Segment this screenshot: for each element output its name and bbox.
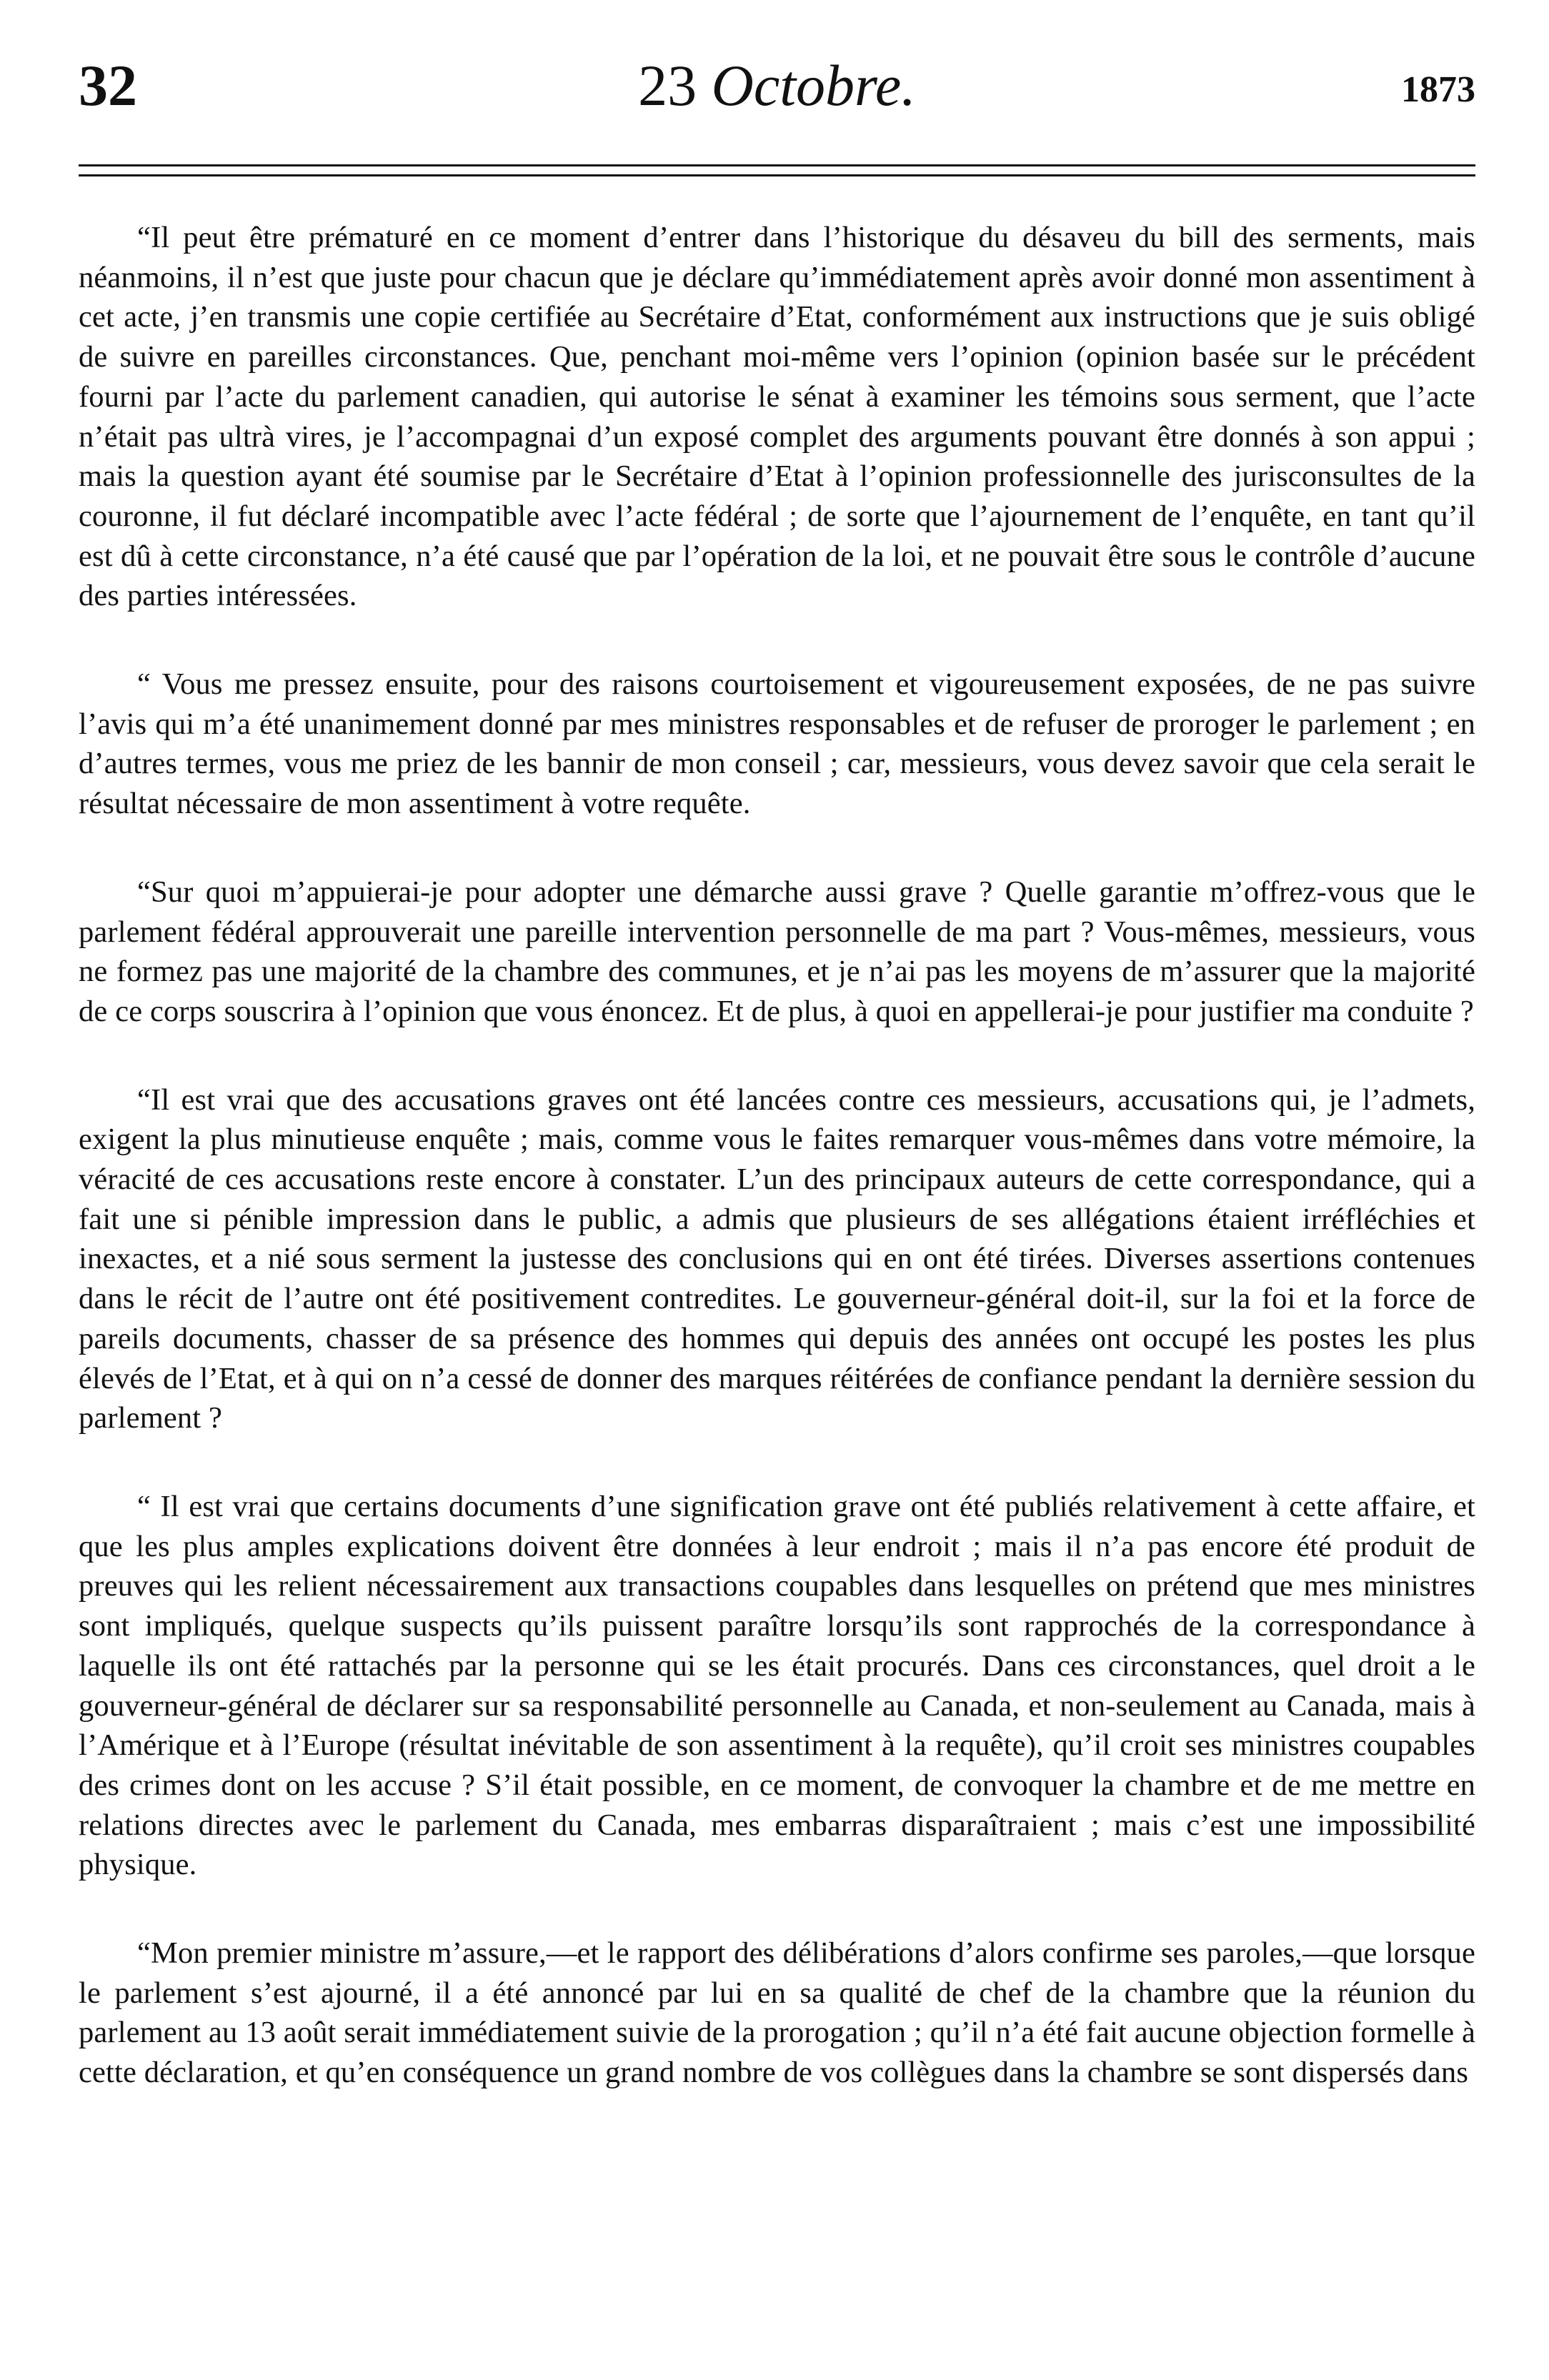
page-number: 32 — [79, 53, 137, 118]
running-title — [79, 50, 1475, 121]
paragraph-2: “ Vous me pressez ensuite, pour des raisons courtoisement et vigoureusement exposées, de ne pas suivre l’avis qui m’a été unanimement donné par mes ministres responsables et de refuser de proroger le parlement ; en d’autres termes, vous me priez de les bannir de mon conseil ; car, messieurs, vous devez savoir que cela serait le résultat nécessaire de mon assentiment à votre requête. — [79, 667, 1475, 821]
paragraph-6: “Mon premier ministre m’assure,—et le rapport des délibérations d’alors confirme ses paroles,—que lorsque le parlement s’est ajourné, il a été annoncé par lui en sa qualité de chef de la chambre que la réunion du parlement au 13 août serait immédiatement suivie de la prorogation ; qu’il n’a été fait aucune objection formelle à cette déclaration, et qu’en conséquence un grand nombre de vos collègues dans la chambre se sont dispersés dans — [79, 1936, 1476, 2090]
year: 1873 — [1401, 69, 1475, 110]
paragraph-4: “Il est vrai que des accusations graves ont été lancées contre ces messieurs, accusations qui, je l’admets, exigent la plus minutieuse enquête ; mais, comme vous le faites remarquer vous-mêmes dans votre mémoire, la véracité de ces accusations reste encore à constater. L’un des principaux auteurs de cette correspondance, qui a fait une si pénible impression dans le public, a admis que plusieurs de ses allégations étaient irréfléchies et inexactes, et a nié sous serment la justesse des conclusions qui en ont été tirées. Diverses assertions contenues dans le récit de l’autre ont été positivement contredites. Le gouverneur-général doit-il, sur la foi et la force de pareils documents, chasser de sa présence des hommes qui depuis des années ont occupé les postes les plus élevés de l’Etat, et à qui on n’a cessé de donner des marques réitérées de confiance pendant la dernière session du parlement ? — [79, 1082, 1475, 1435]
paragraph-3: “Sur quoi m’appuierai-je pour adopter une démarche aussi grave ? Quelle garantie m’offrez-vous que le parlement fédéral approuverait une pareille intervention personnelle de ma part ? Vous-mêmes, messieurs, vous ne formez pas une majorité de la chambre des communes, et je n’ai pas les moyens de m’assurer que la majorité de ce corps souscrira à l’opinion que vous énoncez. Et de plus, à quoi en appellerai-je pour justifier ma conduite ? — [79, 875, 1475, 1028]
running-title-day: 23 — [638, 53, 697, 118]
header-rule-top — [79, 164, 1475, 166]
body-text — [79, 218, 1475, 2093]
paragraph-1: “Il peut être prématuré en ce moment d’entrer dans l’historique du désaveu du bill des serments, mais néanmoins, il n’est que juste pour chacun que je déclare qu’immédiatement après avoir donné mon assentiment à cet acte, j’en transmis une copie certifiée au Secrétaire d’Etat, conformément aux instructions que je suis obligé de suivre en pareilles circonstances. Que, penchant moi-même vers l’opinion (opinion basée sur le précédent fourni par l’acte du parlement canadien, qui autorise le sénat à examiner les témoins sous serment, que l’acte n’était pas ultrà vires, je l’accompagnai d’un exposé complet des arguments pouvant être donnés à son appui ; mais la question ayant été soumise par le Secrétaire d’Etat à l’opinion professionnelle des jurisconsultes de la couronne, il fut déclaré incompatible avec l’acte fédéral ; de sorte que l’ajournement de l’enquête, en tant qu’il est dû à cette circonstance, n’a été causé que par l’opération de la loi, et ne pouvait être sous le contrôle d’aucune des parties intéressées. — [79, 221, 1475, 613]
running-title-month: Octobre. — [711, 53, 916, 118]
page-header — [79, 50, 1475, 121]
paragraph-5: “ Il est vrai que certains documents d’une signification grave ont été publiés relativement à cette affaire, et que les plus amples explications doivent être données à leur endroit ; mais il n’a pas encore été produit de preuves qui les relient nécessairement aux transactions coupables dans lesquelles on prétend que mes ministres sont impliqués, quelque suspects qu’ils puissent paraître lorsqu’ils sont rapprochés de la correspondance à laquelle ils ont été rattachés par la personne qui se les était procurés. Dans ces circonstances, quel droit a le gouverneur-général de déclarer sur sa responsabilité personnelle au Canada, et non-seulement au Canada, mais à l’Amérique et à l’Europe (résultat inévitable de son assentiment à la requête), qu’il croit ses ministres coupables des crimes dont on les accuse ? S’il était possible, en ce moment, de convoquer la chambre et de me mettre en relations directes avec le parlement du Canada, mes embarras disparaîtraient ; mais c’est une impossibilité physique. — [79, 1489, 1475, 1882]
header-rule-bottom — [79, 174, 1475, 176]
